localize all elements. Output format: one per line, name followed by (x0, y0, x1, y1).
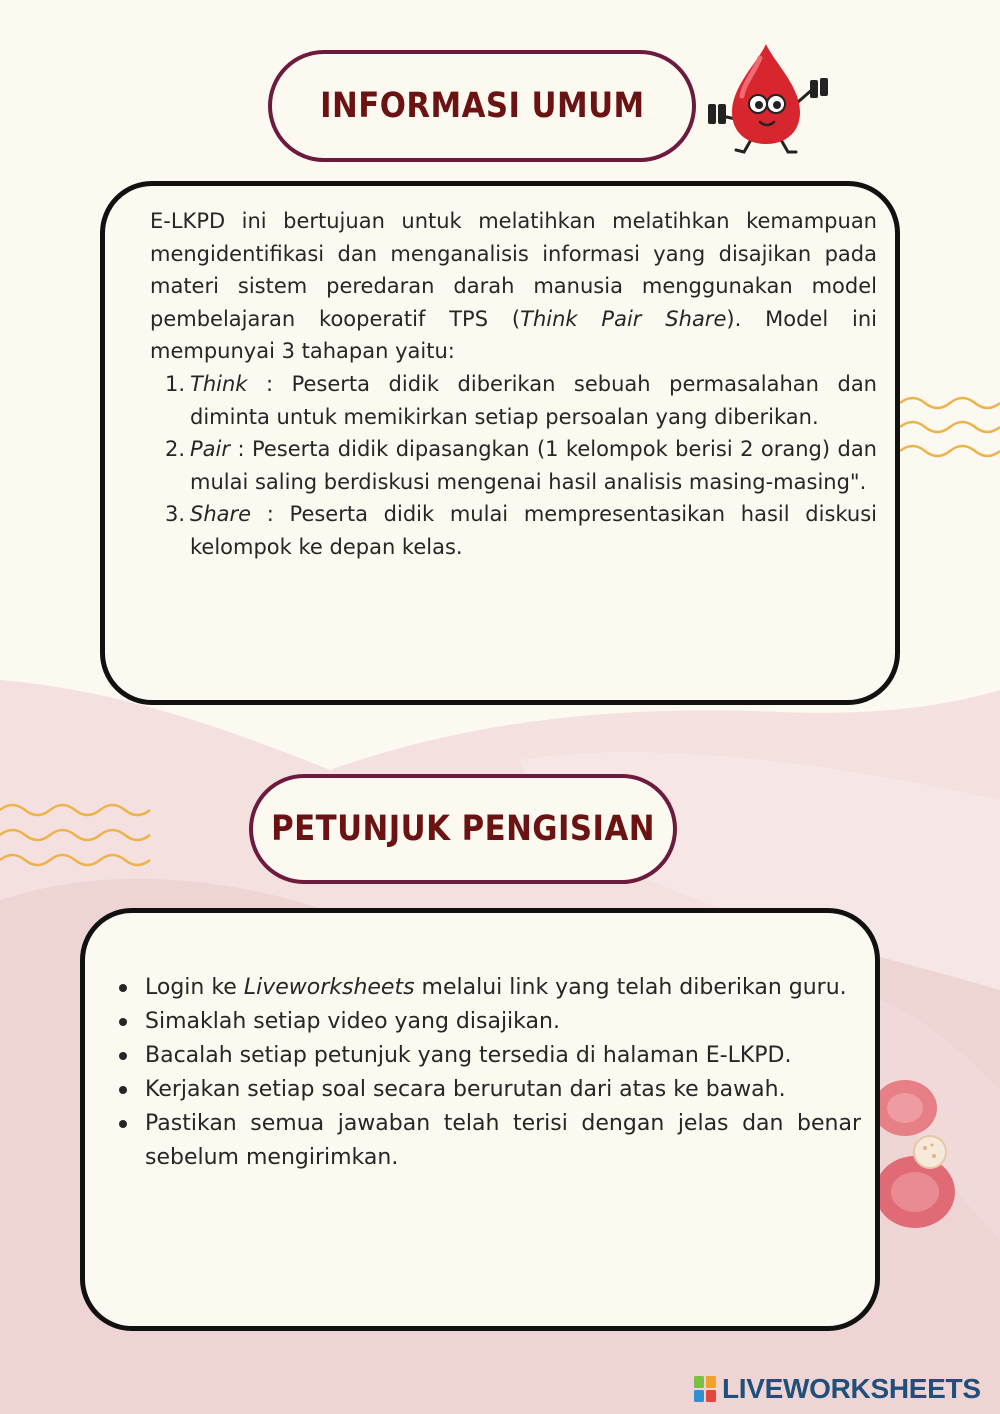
list-item-share: 3. Share : Peserta didik mulai mempresentasikan hasil diskusi kelompok ke depan kelas. (165, 502, 877, 559)
info-intro: E-LKPD ini bertujuan untuk melatihkan melatihkan kemampuan mengidentifikasi dan menganalisis informasi yang disajikan pada materi sistem peredaran darah manusia menggunakan model pembelajaran kooperatif TPS (Think Pair Share). Model ini mempunyai 3 tahapan yaitu: (150, 209, 878, 364)
list-item: Kerjakan setiap soal secara berurutan dari atas ke bawah. (115, 1073, 861, 1107)
list-item: Pastikan semua jawaban telah terisi dengan jelas dan benar sebelum mengirimkan. (115, 1107, 861, 1175)
wave-decoration-left (0, 800, 155, 872)
info-card (100, 181, 900, 705)
liveworksheets-brand-name: LIVEWORKSHEETS (722, 1373, 981, 1404)
list-item-think: 1. Think : Peserta didik diberikan sebuah permasalahan dan diminta untuk memikirkan setiap persoalan yang diberikan. (165, 371, 877, 429)
tps-steps-list (150, 368, 877, 564)
list-item: Simaklah setiap video yang disajikan. (115, 1005, 861, 1039)
section-title-petunjuk: PETUNJUK PENGISIAN (271, 809, 655, 849)
liveworksheets-brand[interactable] (694, 1372, 981, 1406)
list-item: Login ke Liveworksheets melalui link yang telah diberikan guru. (115, 971, 861, 1005)
section-title-informasi: INFORMASI UMUM (319, 86, 645, 126)
list-item: Bacalah setiap petunjuk yang tersedia di halaman E-LKPD. (115, 1039, 861, 1073)
liveworksheets-logo-icon (694, 1376, 716, 1402)
section-title-pill-petunjuk (249, 774, 677, 884)
blood-drop-mascot-icon (704, 42, 840, 160)
list-item-pair: 2. Pair : Peserta didik dipasangkan (1 kelompok berisi 2 orang) dan mulai saling berdiskusi mengenai hasil analisis masing-masing". (165, 437, 877, 494)
wave-decoration-right (898, 393, 1000, 461)
instructions-list (115, 971, 861, 1175)
instructions-card (80, 908, 880, 1331)
section-title-pill-informasi (268, 50, 696, 162)
